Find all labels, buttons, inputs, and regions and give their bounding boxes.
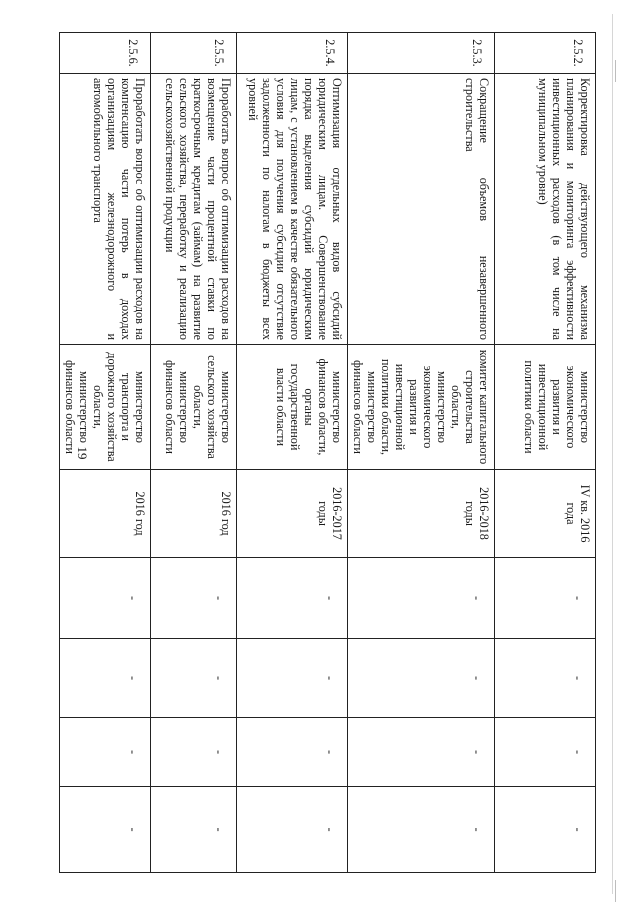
table-row bbox=[237, 33, 348, 873]
term: IV кв. 2016 года bbox=[495, 470, 596, 558]
value-cell: - bbox=[151, 787, 237, 873]
row-number: 2.5.6. bbox=[60, 33, 151, 74]
table-row bbox=[348, 33, 495, 873]
term: 2016 год bbox=[60, 470, 151, 558]
table-row bbox=[495, 33, 596, 873]
value-cell: - bbox=[60, 718, 151, 787]
value-cell: - bbox=[151, 558, 237, 639]
scan-mark bbox=[615, 880, 616, 902]
value-cell: - bbox=[348, 718, 495, 787]
value-cell: - bbox=[495, 639, 596, 718]
table-row bbox=[60, 33, 151, 873]
value-cell: - bbox=[237, 639, 348, 718]
measure-text: Проработать вопрос об оптимизации расходов на возмещение части процентной ставки по краткосрочным кредитам (займам) на развитие сельского хозяйства, переработку и реализацию сельскохозяйственной продукции bbox=[151, 74, 237, 345]
scan-mark bbox=[615, 60, 616, 82]
responsible-org: комитет капитального строительства области, министерство экономического развития и инвестиционной политики области, министерство финансов области bbox=[348, 345, 495, 470]
page-number: 19 bbox=[75, 446, 90, 460]
row-number: 2.5.4. bbox=[237, 33, 348, 74]
row-number: 2.5.3. bbox=[348, 33, 495, 74]
table-row bbox=[151, 33, 237, 873]
value-cell: - bbox=[151, 639, 237, 718]
value-cell: - bbox=[237, 787, 348, 873]
value-cell: - bbox=[348, 787, 495, 873]
value-cell: - bbox=[495, 558, 596, 639]
measure-text: Сокращение объемов незавершенного строительства bbox=[348, 74, 495, 345]
measures-table bbox=[59, 32, 596, 873]
term: 2016-2017 годы bbox=[237, 470, 348, 558]
value-cell: - bbox=[495, 787, 596, 873]
term: 2016-2018 годы bbox=[348, 470, 495, 558]
value-cell: - bbox=[60, 787, 151, 873]
responsible-org: министерство экономического развития и инвестиционной политики области bbox=[495, 345, 596, 470]
value-cell: - bbox=[495, 718, 596, 787]
responsible-org: министерство сельского хозяйства области, министерство финансов области bbox=[151, 345, 237, 470]
responsible-org: министерство транспорта и дорожного хозяйства области, министерство финансов области bbox=[60, 345, 151, 470]
responsible-org: министерство финансов области, органы государственной власти области bbox=[237, 345, 348, 470]
value-cell: - bbox=[237, 558, 348, 639]
row-number: 2.5.2. bbox=[495, 33, 596, 74]
row-number: 2.5.5. bbox=[151, 33, 237, 74]
value-cell: - bbox=[60, 558, 151, 639]
measure-text: Корректировка действующего механизма планирования и мониторинга эффективности инвестиционных расходов (в том числе на муниципальном уровне) bbox=[495, 74, 596, 345]
value-cell: - bbox=[151, 718, 237, 787]
value-cell: - bbox=[60, 639, 151, 718]
scan-edge-line bbox=[612, 14, 613, 894]
value-cell: - bbox=[348, 639, 495, 718]
value-cell: - bbox=[237, 718, 348, 787]
value-cell: - bbox=[348, 558, 495, 639]
measure-text: Оптимизация отдельных видов субсидий юридическим лицам. Совершенствование порядка выделения субсидий юридическим лицам, с установлением в качестве обязательного условия для получения субсидии отсутствие задолженности по налогам в бюджеты всех уровней bbox=[237, 74, 348, 345]
term: 2016 год bbox=[151, 470, 237, 558]
measure-text: Проработать вопрос об оптимизации расходов на компенсацию части потерь в доходах организациям железнодорожного и автомобильного транспорта bbox=[60, 74, 151, 345]
